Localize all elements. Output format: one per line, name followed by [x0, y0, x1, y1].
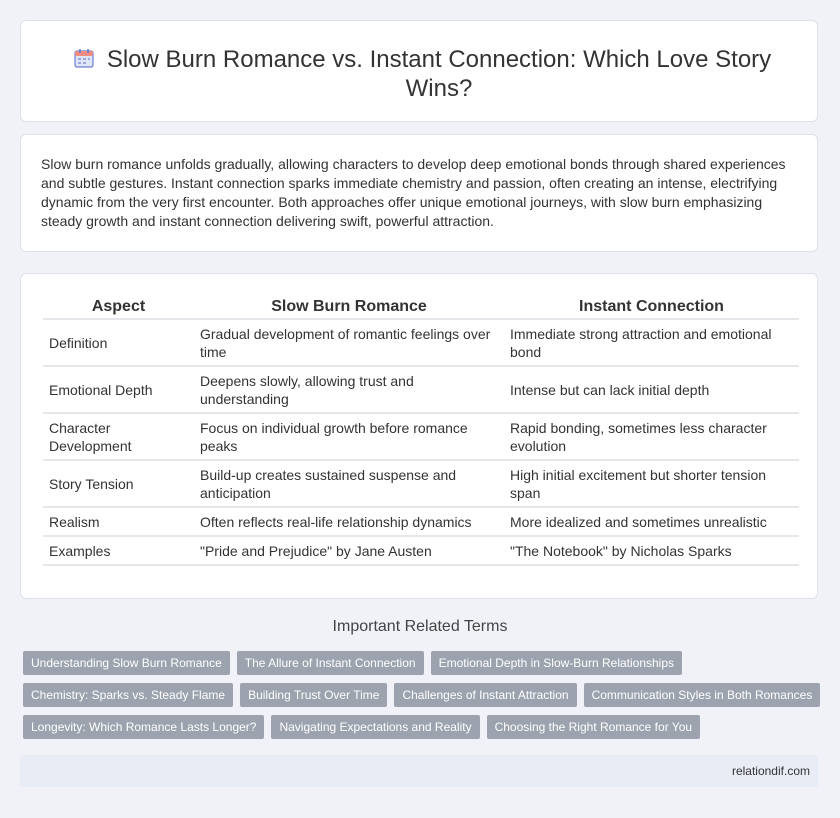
- table-cell: Deepens slowly, allowing trust and understanding: [194, 366, 504, 413]
- related-terms-list: [23, 651, 823, 747]
- table-header-row: [43, 295, 799, 319]
- related-term-tag[interactable]: Navigating Expectations and Reality: [271, 715, 479, 739]
- table-cell: "The Notebook" by Nicholas Sparks: [504, 536, 799, 565]
- table-row: [43, 366, 799, 413]
- table-cell: Emotional Depth: [43, 366, 194, 413]
- table-cell: Gradual development of romantic feelings over time: [194, 319, 504, 366]
- page-title: Slow Burn Romance vs. Instant Connection: Which Love Story Wins?: [106, 46, 772, 102]
- table-cell: More idealized and sometimes unrealistic: [504, 507, 799, 536]
- header-slow-burn: Slow Burn Romance: [194, 295, 504, 319]
- header-aspect: Aspect: [43, 295, 194, 319]
- related-term-tag[interactable]: Chemistry: Sparks vs. Steady Flame: [23, 683, 233, 707]
- intro-paragraph: Slow burn romance unfolds gradually, allowing characters to develop deep emotional bonds through shared experiences and subtle gestures. Instant connection sparks immediate chemistry and passion, often creating an intense, electrifying dynamic from the very first encounter. Both approaches offer unique emotional journeys, with slow burn emphasizing steady growth and instant connection delivering swift, powerful attraction.: [41, 156, 786, 229]
- table-cell: Immediate strong attraction and emotional bond: [504, 319, 799, 366]
- comparison-table: [43, 295, 799, 566]
- table-cell: High initial excitement but shorter tension span: [504, 460, 799, 507]
- table-cell: Examples: [43, 536, 194, 565]
- related-term-tag[interactable]: Emotional Depth in Slow-Burn Relationships: [431, 651, 682, 675]
- footer: [20, 755, 818, 787]
- related-terms-title: Important Related Terms: [332, 618, 508, 635]
- related-term-tag[interactable]: Challenges of Instant Attraction: [394, 683, 576, 707]
- footer-site-link[interactable]: relationdif.com: [731, 764, 810, 778]
- header-instant: Instant Connection: [504, 295, 799, 319]
- table-row: [43, 413, 799, 460]
- related-term-tag[interactable]: Longevity: Which Romance Lasts Longer?: [23, 715, 264, 739]
- table-cell: Intense but can lack initial depth: [504, 366, 799, 413]
- table-cell: Story Tension: [43, 460, 194, 507]
- related-term-tag[interactable]: Building Trust Over Time: [240, 683, 387, 707]
- table-cell: Build-up creates sustained suspense and anticipation: [194, 460, 504, 507]
- table-cell: Realism: [43, 507, 194, 536]
- table-cell: Character Development: [43, 413, 194, 460]
- table-row: [43, 536, 799, 565]
- related-term-tag[interactable]: The Allure of Instant Connection: [237, 651, 424, 675]
- related-term-tag[interactable]: Choosing the Right Romance for You: [487, 715, 700, 739]
- intro-card: [20, 134, 818, 252]
- table-cell: Definition: [43, 319, 194, 366]
- table-cell: Rapid bonding, sometimes less character evolution: [504, 413, 799, 460]
- table-row: [43, 507, 799, 536]
- comparison-card: [20, 273, 818, 599]
- table-cell: "Pride and Prejudice" by Jane Austen: [194, 536, 504, 565]
- table-row: [43, 460, 799, 507]
- related-term-tag[interactable]: Communication Styles in Both Romances: [584, 683, 821, 707]
- table-cell: Focus on individual growth before romance peaks: [194, 413, 504, 460]
- related-term-tag[interactable]: Understanding Slow Burn Romance: [23, 651, 230, 675]
- table-cell: Often reflects real-life relationship dynamics: [194, 507, 504, 536]
- title-card: [20, 20, 818, 122]
- table-row: [43, 319, 799, 366]
